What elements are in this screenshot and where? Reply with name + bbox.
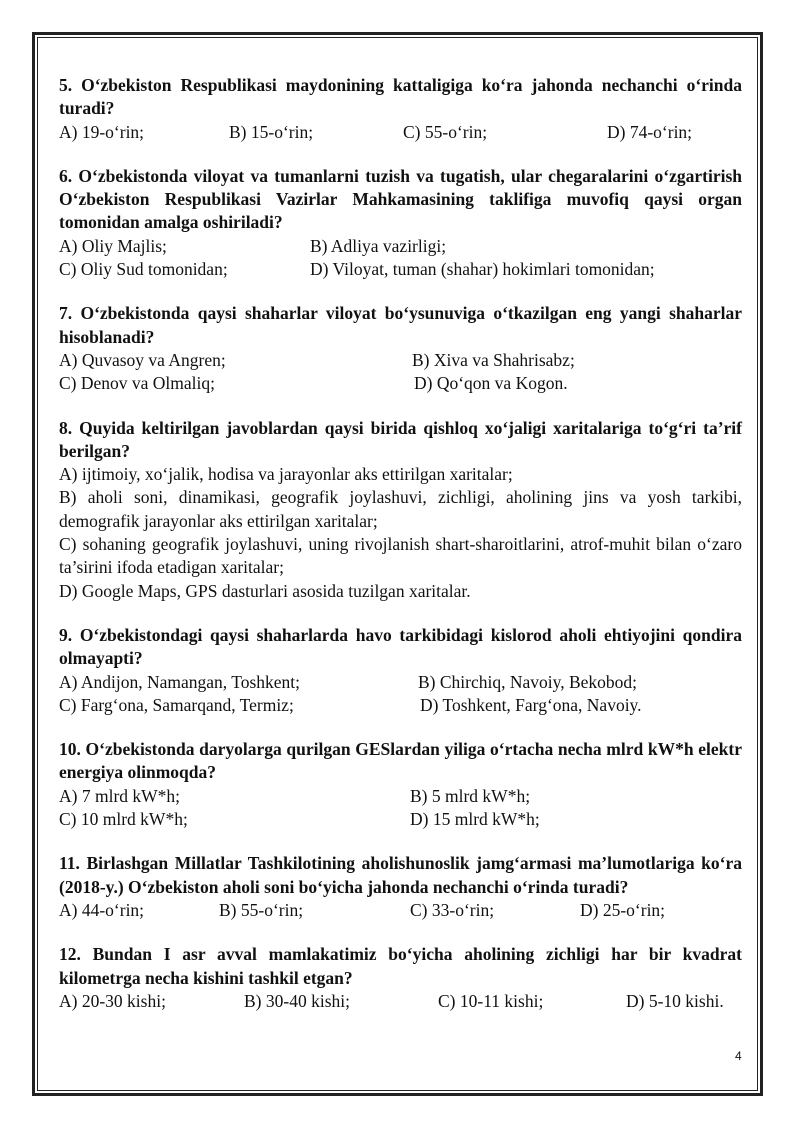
option-b: B) Xiva va Shahrisabz; — [412, 349, 575, 370]
question-11-options — [59, 899, 742, 922]
question-10-text: 10. O‘zbekistonda daryolarga qurilgan GESlardan yiliga o‘rtacha necha mlrd kW*h elektr energiya olinmoqda? — [59, 739, 742, 783]
option-d: D) 25-o‘rin; — [580, 899, 666, 920]
question-7-options-row-2 — [59, 372, 742, 395]
option-a: A) 44-o‘rin; — [59, 899, 145, 920]
question-9-options-row-1 — [59, 671, 742, 694]
question-9-text: 9. O‘zbekistondagi qaysi shaharlarda havo tarkibidagi kislorod aholi ehtiyojini qondira olmayapti? — [59, 624, 742, 669]
option-d: D) Viloyat, tuman (shahar) hokimlari tomonidan; — [310, 259, 655, 280]
option-c: C) 33-o‘rin; — [410, 899, 495, 920]
question-list — [59, 74, 742, 1034]
option-a: A) 19-o‘rin; — [59, 121, 145, 142]
question-11-text: 11. Birlashgan Millatlar Tashkilotining aholishunoslik jamg‘armasi ma’lumotlariga ko‘ra (2018-y.) O‘zbekiston aholi soni bo‘yicha jahonda nechanchi o‘rinda turadi? — [59, 853, 742, 897]
question-10 — [59, 738, 742, 831]
option-b: B) 5 mlrd kW*h; — [410, 785, 531, 806]
question-9 — [59, 624, 742, 717]
question-5-text: 5. O‘zbekiston Respublikasi maydonining kattaligiga ko‘ra jahonda nechanchi o‘rinda turadi? — [59, 75, 742, 119]
question-8-text: 8. Quyida keltirilgan javoblardan qaysi birida qishloq xo‘jaligi xaritalariga to‘g‘ri ta’rif berilgan? — [59, 417, 742, 461]
option-a: A) Andijon, Namangan, Toshkent; — [59, 671, 300, 692]
option-d: D) 5-10 kishi. — [626, 990, 724, 1011]
option-a: A) 7 mlrd kW*h; — [59, 785, 181, 806]
option-d: D) Qo‘qon va Kogon. — [414, 373, 568, 394]
question-12-text: 12. Bundan I asr avval mamlakatimiz bo‘yicha aholining zichligi har bir kvadrat kilometrga necha kishini tashkil etgan? — [59, 944, 742, 988]
option-c: C) 10-11 kishi; — [438, 990, 544, 1011]
question-6-options-row-2 — [59, 258, 742, 281]
question-11 — [59, 852, 742, 922]
option-a: A) ijtimoiy, xo‘jalik, hodisa va jarayonlar aks ettirilgan xaritalar; — [59, 464, 513, 485]
question-9-options-row-2 — [59, 694, 742, 717]
option-a: A) Quvasoy va Angren; — [59, 349, 226, 370]
option-c: C) Denov va Olmaliq; — [59, 373, 216, 394]
option-d: D) 15 mlrd kW*h; — [410, 809, 540, 830]
question-8 — [59, 417, 742, 603]
option-c: C) Oliy Sud tomonidan; — [59, 259, 228, 280]
question-10-options-row-2 — [59, 808, 742, 831]
question-12 — [59, 943, 742, 1013]
question-6-text: 6. O‘zbekistonda viloyat va tumanlarni tuzish va tugatish, ular chegaralarini o‘zgartirish O‘zbekiston Respublikasi Vazirlar Mahkamasining taklifiga muvofiq qaysi organ tomonidan amalga oshiriladi? — [59, 165, 742, 233]
question-7 — [59, 302, 742, 395]
option-b: B) 15-o‘rin; — [229, 121, 314, 142]
question-5-options — [59, 121, 742, 144]
option-c: C) sohaning geografik joylashuvi, uning rivojlanish shart-sharoitlarini, atrof-muhit bilan o‘zaro ta’sirini ifoda etadigan xaritalar; — [59, 534, 742, 578]
option-b: B) Adliya vazirligi; — [310, 235, 447, 256]
question-6 — [59, 165, 742, 281]
option-d: D) Toshkent, Farg‘ona, Navoiy. — [420, 694, 642, 715]
option-b: B) 55-o‘rin; — [219, 899, 304, 920]
question-12-options — [59, 990, 742, 1013]
option-b: B) Chirchiq, Navoiy, Bekobod; — [418, 671, 638, 692]
question-6-options-row-1 — [59, 235, 742, 258]
option-a: A) 20-30 kishi; — [59, 990, 166, 1011]
page-number: 4 — [735, 1049, 742, 1063]
option-c: C) 10 mlrd kW*h; — [59, 809, 188, 830]
option-b: B) aholi soni, dinamikasi, geografik joylashuvi, zichligi, aholining jins va yosh tarkibi, demografik jarayonlar aks ettirilgan xaritalar; — [59, 487, 742, 531]
question-5 — [59, 74, 742, 144]
option-a: A) Oliy Majlis; — [59, 235, 167, 256]
option-d: D) 74-o‘rin; — [607, 121, 693, 142]
question-7-text: 7. O‘zbekistonda qaysi shaharlar viloyat bo‘ysunuviga o‘tkazilgan eng yangi shaharlar hisoblanadi? — [59, 303, 742, 347]
option-c: C) Farg‘ona, Samarqand, Termiz; — [59, 694, 294, 715]
question-10-options-row-1 — [59, 785, 742, 808]
option-b: B) 30-40 kishi; — [244, 990, 350, 1011]
question-7-options-row-1 — [59, 349, 742, 372]
option-d: D) Google Maps, GPS dasturlari asosida tuzilgan xaritalar. — [59, 580, 471, 601]
option-c: C) 55-o‘rin; — [403, 121, 488, 142]
